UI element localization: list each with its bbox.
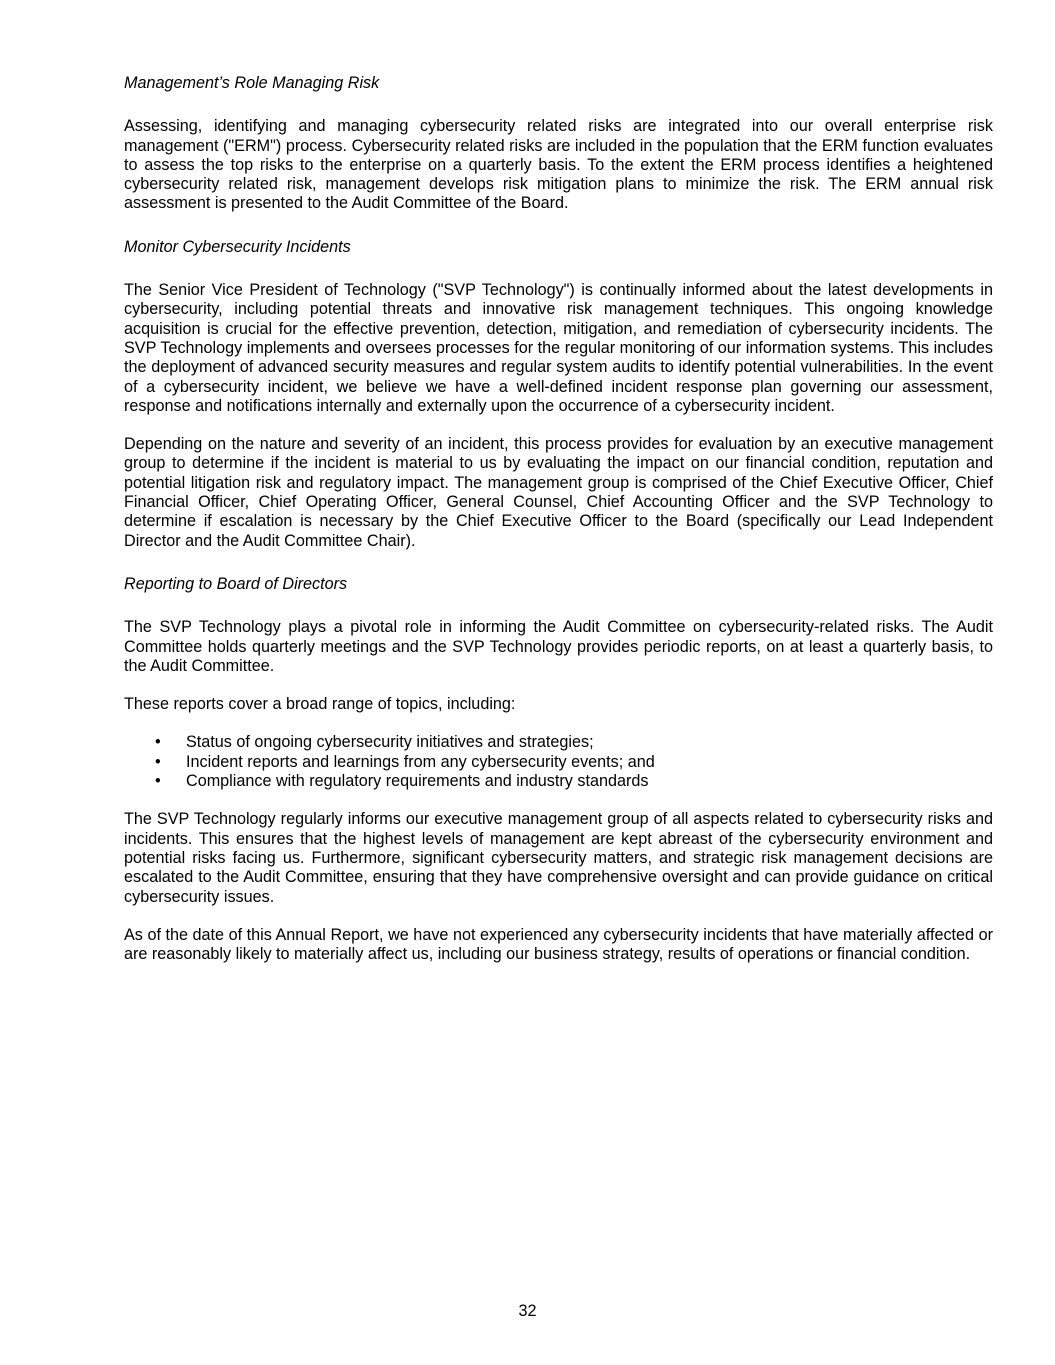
list-item [124,733,993,752]
paragraph-no-material-incidents: As of the date of this Annual Report, we have not experienced any cybersecurity incidents that have materially affected or are reasonably likely to materially affect us, including our business strategy, results of operations or financial condition. [124,925,993,964]
paragraph-svp-audit-committee: The SVP Technology plays a pivotal role in informing the Audit Committee on cybersecurity-related risks. The Audit Committee holds quarterly meetings and the SVP Technology provides periodic reports, on at least a quarterly basis, to the Audit Committee. [124,618,993,675]
paragraph-reports-topics-intro: These reports cover a broad range of topics, including: [124,695,516,714]
bullet-icon: • [155,752,161,771]
section-heading-reporting-board: Reporting to Board of Directors [124,574,348,593]
paragraph-svp-technology-informed: The Senior Vice President of Technology ("SVP Technology") is continually informed about the latest developments in cybersecurity, including potential threats and innovative risk management techniques. This ongoing knowledge acquisition is crucial for the effective prevention, detection, mitigation, and remediation of cybersecurity incidents. The SVP Technology implements and oversees processes for the regular monitoring of our information systems. This includes the deployment of advanced security measures and regular system audits to identify potential vulnerabilities. In the event of a cybersecurity incident, we believe we have a well-defined incident response plan governing our assessment, response and notifications internally and externally upon the occurrence of a cybersecurity incident. [124,281,993,415]
page-number: 32 [518,1302,537,1320]
section-heading-management-role: Management’s Role Managing Risk [124,74,380,92]
list-item [124,753,993,772]
document-body [124,74,993,964]
paragraph-incident-evaluation: Depending on the nature and severity of an incident, this process provides for evaluation by an executive management group to determine if the incident is material to us by evaluating the impact on our financial condition, reputation and potential litigation risk and regulatory impact. The management group is comprised of the Chief Executive Officer, Chief Financial Officer, Chief Operating Officer, General Counsel, Chief Accounting Officer and the SVP Technology to determine if escalation is necessary by the Chief Executive Officer to the Board (specifically our Lead Independent Director and the Audit Committee Chair). [124,435,993,550]
paragraph-erm-process: Assessing, identifying and managing cybersecurity related risks are integrated into our overall enterprise risk management ("ERM") process. Cybersecurity related risks are included in the population that the ERM function evaluates to assess the top risks to the enterprise on a quarterly basis. To the extent the ERM process identifies a heightened cybersecurity related risk, management develops risk mitigation plans to minimize the risk. The ERM annual risk assessment is presented to the Audit Committee of the Board. [124,117,993,213]
list-item-text: Incident reports and learnings from any cybersecurity events; and [186,752,655,771]
bullet-icon: • [155,772,161,791]
list-item-text: Status of ongoing cybersecurity initiatives and strategies; [186,733,594,752]
list-item-text: Compliance with regulatory requirements and industry standards [186,772,649,791]
bullet-icon: • [155,733,161,752]
topics-bullet-list [124,733,993,791]
paragraph-executive-informed: The SVP Technology regularly informs our executive management group of all aspects related to cybersecurity risks and incidents. This ensures that the highest levels of management are kept abreast of the cybersecurity environment and potential risks facing us. Furthermore, significant cybersecurity matters, and strategic risk management decisions are escalated to the Audit Committee, ensuring that they have comprehensive oversight and can provide guidance on critical cybersecurity issues. [124,810,993,906]
section-heading-monitor-incidents: Monitor Cybersecurity Incidents [124,237,351,256]
list-item [124,772,993,791]
